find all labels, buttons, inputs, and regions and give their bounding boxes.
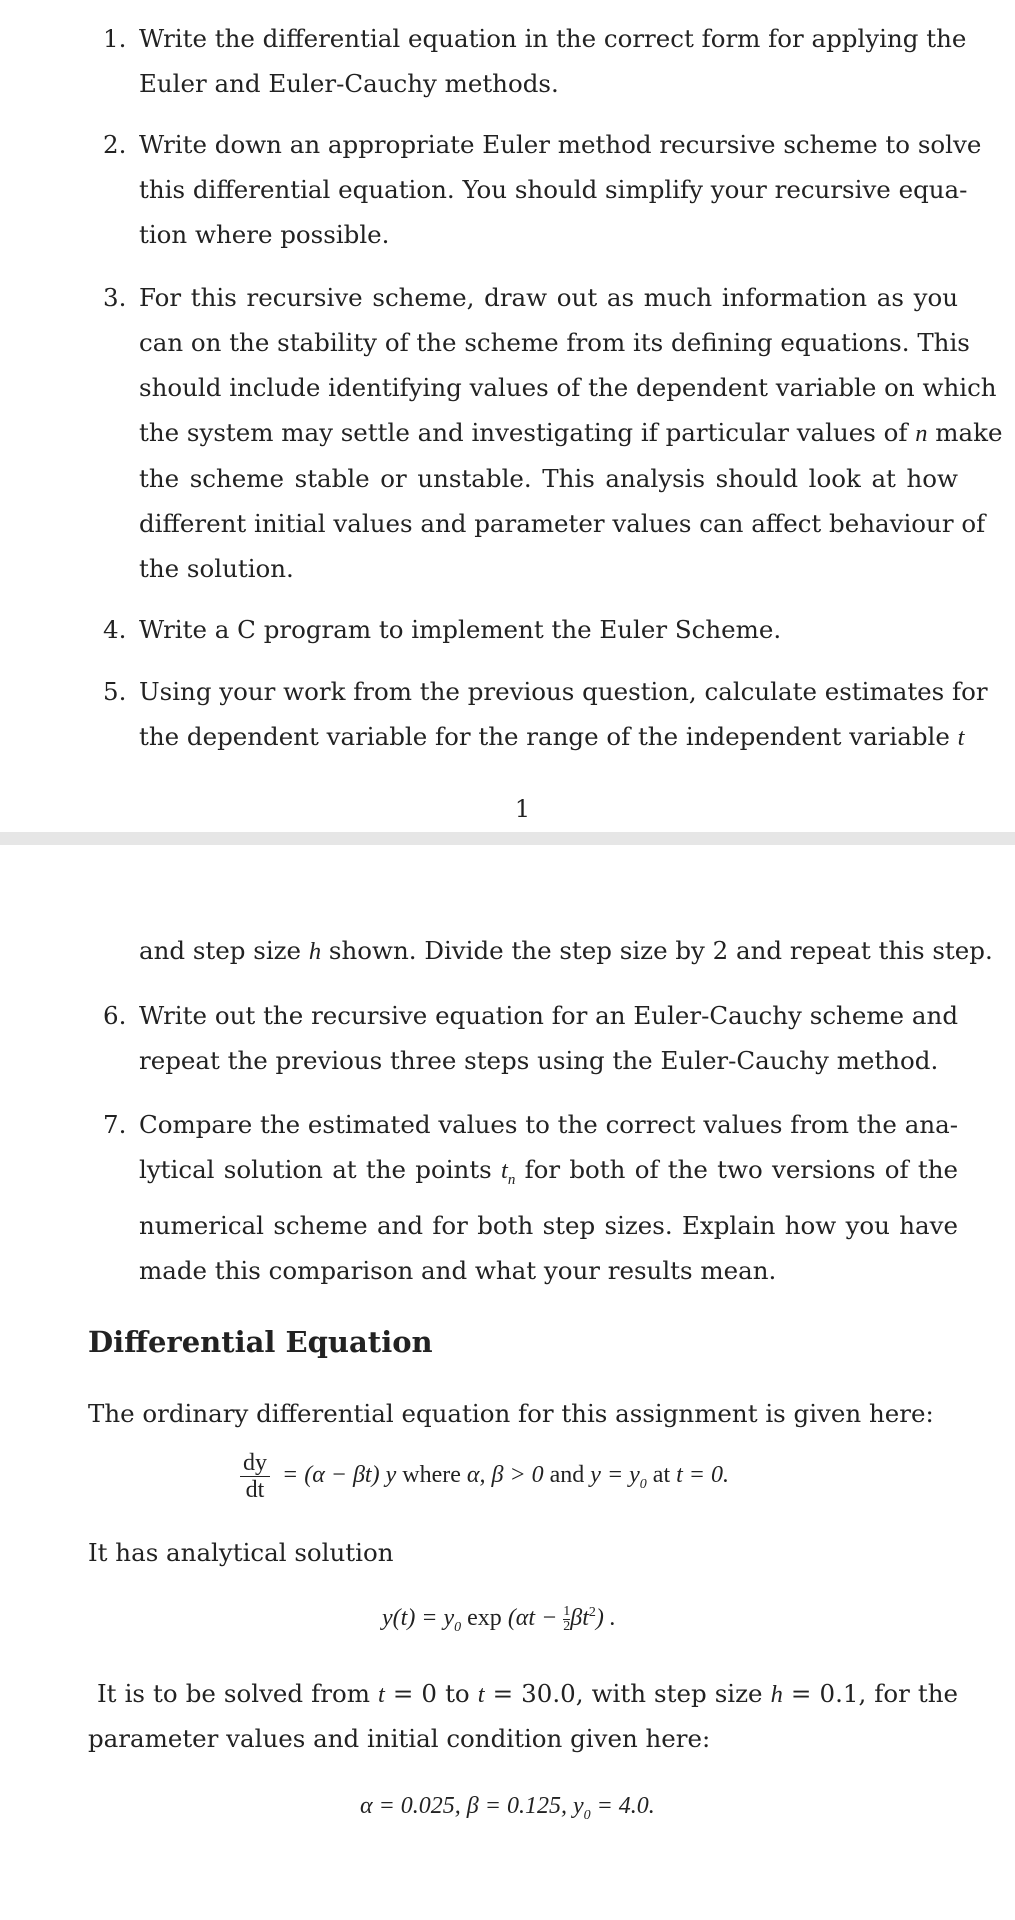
item-number: 2. — [103, 130, 127, 159]
item-number: 3. — [103, 283, 127, 312]
text-line: Compare the estimated values to the correct values from the ana- — [139, 1110, 958, 1139]
text-line: Write down an appropriate Euler method recursive scheme to solve — [139, 130, 982, 159]
text-line: made this comparison and what your results mean. — [139, 1255, 777, 1285]
text-line: the scheme stable or unstable. This analysis should look at how — [139, 464, 958, 493]
item-number: 1. — [103, 24, 127, 53]
range-line-1: It is to be solved from t = 0 to t = 30.0, with step size h = 0.1, for the — [97, 1679, 958, 1708]
text-line: and step size h shown. Divide the step size by 2 and repeat this step. — [139, 936, 993, 965]
intro-paragraph: The ordinary differential equation for this assignment is given here: — [88, 1399, 934, 1428]
text-line: Using your work from the previous question, calculate estimates for — [139, 677, 988, 706]
page-separator — [0, 832, 1015, 845]
item-number: 5. — [103, 677, 127, 706]
continued-text — [103, 928, 993, 974]
page-number: 1 — [514, 795, 531, 823]
text-line: the solution. — [139, 554, 294, 583]
list-item — [103, 993, 958, 1083]
text-line: the dependent variable for the range of the independent variable t — [139, 722, 965, 751]
analytic-label: It has analytical solution — [88, 1538, 394, 1567]
list-item — [103, 669, 988, 760]
text-line: this differential equation. You should simplify your recursive equa- — [139, 175, 968, 204]
list-item — [103, 607, 958, 652]
list-item — [103, 275, 1003, 591]
list-item — [103, 16, 967, 106]
text-line: lytical solution at the points $t_n$ for both of the two versions of the — [139, 1155, 959, 1188]
parameter-values: α = 0.025, β = 0.125, $y_0 = 4.0$. — [360, 1793, 655, 1823]
item-number: 6. — [103, 1001, 127, 1030]
range-line-2: parameter values and initial condition given here: — [88, 1724, 711, 1753]
item-number: 7. — [103, 1110, 127, 1139]
ode-equation: $\frac{dy}{dt}$ = (α − βt) y where α, β > 0 and $y = y_0$ at t = 0. — [240, 1450, 729, 1503]
text-line: numerical scheme and for both step sizes. Explain how you have — [139, 1210, 958, 1240]
item-number: 4. — [103, 615, 127, 644]
page-1 — [0, 0, 1015, 832]
text-line: different initial values and parameter values can affect behaviour of — [139, 509, 986, 538]
text-line: Write the differential equation in the correct form for applying the — [139, 24, 967, 53]
text-line: should include identifying values of the dependent variable on which — [139, 373, 997, 402]
text-line: Euler and Euler-Cauchy methods. — [139, 69, 559, 98]
analytic-solution: $y(t) = y_0$ exp (αt − $\frac{1}{2}\beta t^2$) . — [382, 1604, 616, 1635]
text-line: tion where possible. — [139, 220, 390, 249]
section-heading: Differential Equation — [88, 1325, 433, 1359]
text-line: the system may settle and investigating if particular values of n make — [139, 418, 1003, 447]
text-line: For this recursive scheme, draw out as much information as you — [139, 283, 958, 312]
text-line: Write a C program to implement the Euler Scheme. — [139, 615, 782, 644]
text-line: Write out the recursive equation for an Euler-Cauchy scheme and — [139, 1001, 958, 1030]
list-item — [103, 1102, 958, 1293]
text-line: repeat the previous three steps using the Euler-Cauchy method. — [139, 1046, 939, 1075]
list-item — [103, 122, 982, 257]
text-line: can on the stability of the scheme from its defining equations. This — [139, 328, 970, 357]
